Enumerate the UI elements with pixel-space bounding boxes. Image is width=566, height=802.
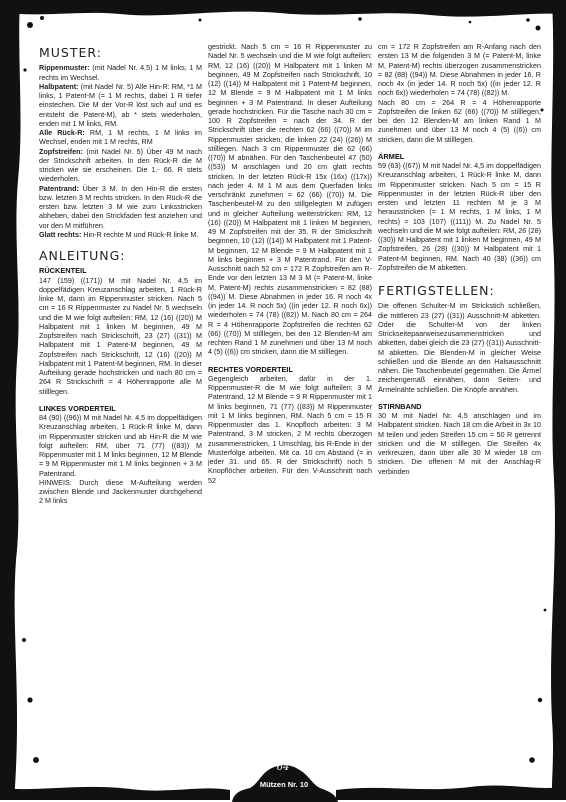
page-number: 64 xyxy=(276,762,290,773)
muster-glatt xyxy=(39,230,202,239)
rueckenteil-title: RÜCKENTEIL xyxy=(39,266,87,276)
muster-heading: MUSTER: xyxy=(39,45,102,60)
linkes-vorderteil-continued: gestrickt. Nach 5 cm = 16 R Rippenmuster zu Nadel Nr. 5 wechseln und die M wie folgt aufteilen: RM, 12 (16) ((20)) M Halbpatent mit 1 linken M beginnen, 49 M Zopfstreifen nach Strickschrift, 10 (12) ((14)) M Halbpatent mit 1 Patent-M beginnen, 12 M Blende = 9 M Halbpatent mit 1 M links beginnen + 3 M Patentrand. In dieser Aufteilung gerade hochstricken. Für die Tasche nach 30 cm = 100 R Zopfstreifen = nach der 34. R der Strickschrift über die rechten 62 (66) ((70)) M im Rippenmuster stricken, die linken 22 (24) ((26)) M stilllegen. Nach 3 cm Rippenmuster die 62 (66) ((70)) M abnähen. Für den Taschenbeutel 47 (50) ((53)) M anschlagen und 20 cm glatt rechts stricken. In der letzten Rück-R 15x (16x) ((17x)) nach jeder 4. M 1 M aus dem Querfaden links verschränkt zunehmen = 62 (66) ((70)) M. Die Taschenbeutel-M zu den stillgelegten M zufügen und in gleicher Aufteilung weiterstricken: RM, 12 (16) ((20)) M Halbpatent mit 1 linken M beginnen, 49 M Zopfstreifen mit der 35. R der Strickschrift beginnen, 10 (12) ((14)) M Halbpatent mit 1 Patent-M beginnen, 12 M Blende = 9 M Halbpatent mit 1 M links beginnen + 3 M Patentrand. Für den V-Ausschnitt nach 52 cm = 172 R Zopfstreifen am R-Ende vor den letzten 13 M 3 M (= Patent-M, linke M, Patent-M) rechts zusammenstricken = 82 (88) ((94)) M. Diese Abnahmen in jeder 16. R noch 4x (in jeder 14. R noch 5x) ((in jeder 12. R noch 6x)) wiederholen = 74 (78) ((82)) M. Nach 80 cm = 264 R = 4 Höhenrapporte Zopfstreifen die rechten 62 (66) ((70)) M stilllegen, bei den 12 Blenden-M am rechten Rand 1 M zunehmen und über 13 M noch 4 (5) ((6)) cm stricken, dann die M stilllegen. xyxy=(208,42,372,357)
column-1 xyxy=(39,40,202,506)
aermel-text: 59 (63) ((67)) M mit Nadel Nr. 4,5 im doppelfädigen Kreuzanschlag arbeiten, 1 Rück-R linke M, dann im Rippenmuster stricken. Nach 5 cm = 15 R Rippenmuster in der letzten Rück-R über den ersten und letzten 11 rechten M je 3 M herausstricken (= 1 M rechts, 1 M links, 1 M rechts) = 103 (107) ((111)) M. Zu Nadel Nr. 5 wechseln und die M wie folgt aufteilen: RM, 26 (28) ((30)) M Halbpatent mit 1 linken M beginnen, 49 M Zopfstreifen, 26 (28) ((30)) M Halbpatent mit 1 Patent-M beginnen, RM. Nach 40 (38) ((36)) cm Zopfstreifen die M abketten. xyxy=(378,161,541,272)
rechtes-vorderteil-continued: cm = 172 R Zopfstreifen am R-Anfang nach den ersten 13 M die folgenden 3 M (= Patent-M, linke M, Patent-M) rechts überzogen zusammenstricken = 82 (88) ((94)) M. Diese Abnahmen in jeder 16. R noch 4x (in jeder 14. R noch 5x) ((in jeder 12. R noch 6x)) wiederholen = 74 (78) ((82)) M. xyxy=(378,42,541,98)
magazine-name: Mützen Nr. 10 xyxy=(259,780,309,789)
muster-halbpatent xyxy=(39,82,202,128)
linkes-vorderteil-text: 84 (90) ((96)) M mit Nadel Nr. 4,5 im doppelfädigen Kreuzanschlag arbeiten, 1 Rück-R linke M, dann im Rippenmuster stricken und ab Hin-R die M wie folgt aufteilen: RM, über 71 (77) ((83)) M Rippenmuster mit 1 M links beginnen, 12 M Blende = 9 M Rippenmuster mit 1 M links beginnen + 3 M Patentrand. xyxy=(39,413,202,478)
label: Rippenmuster: xyxy=(39,63,90,73)
column-3 xyxy=(378,42,541,476)
label: Glatt rechts: xyxy=(39,229,82,239)
label: Patentrand: xyxy=(39,183,79,193)
text: (mit Nadel Nr. 5) Alle Hin-R: RM, *1 M links, 1 Patent-M (= 1 M rechts, dabei 1 R tiefer einstechen. Die M der Vor-R löst sich auf und es entsteht die Patent-M), ab * stets wiederholen, enden mit 1 M links, RM. xyxy=(39,81,202,128)
muster-patentrand xyxy=(39,184,202,230)
muster-alle-rueck xyxy=(39,128,202,147)
label: Zopfstreifen: xyxy=(39,146,83,156)
anleitung-heading: ANLEITUNG: xyxy=(39,248,126,263)
text: RM, 1 M rechts, 1 M links im Wechsel, enden mit 1 M rechts, RM xyxy=(39,128,203,147)
rueckenteil-text: 147 (159) ((171)) M mit Nadel Nr. 4,5 im doppelfädigen Kreuzanschlag arbeiten, 1 Rück-R linke M, dann im Rippenmuster stricken. Nach 5 cm = 16 R Rippenmuster zu Nadel Nr. 5 wechseln und die M wie folgt aufteilen: RM, 12 (16) ((20)) M Halbpatent mit 1 linken M beginnen, 49 M Zopfstreifen nach Strickschrift, 23 (27) ((31)) M Halbpatent mit 1 Patent-M beginnen, 49 M Zopfstreifen nach Strickschrift, 12 (16) ((20)) M Halbpatent mit 1 Patent-M beginnen, RM. In dieser Aufteilung gerade hochstricken und nach 80 cm = 264 R Strickschrift = 4 Höhenrapporte alle M stilllegen. xyxy=(39,275,202,396)
text: (mit Nadel Nr. 4,5) 1 M links, 1 M rechts im Wechsel. xyxy=(39,63,202,82)
rechtes-vorderteil-title: RECHTES VORDERTEIL xyxy=(208,364,293,374)
muster-zopf xyxy=(39,147,202,184)
stirnband-text: 30 M mit Nadel Nr. 4,5 anschlagen und im Halbpatent stricken. Nach 18 cm die Arbeit in 3x 10 M teilen und jeden Streifen 15 cm = 50 R getrennt stricken und die M stilllegen. Die Streifen 4x verkreuzen, dann über alle 30 M wieder 18 cm stricken. Die offenen M mit der Anschlag-R verbinden xyxy=(378,411,542,476)
text: (mit Nadel Nr. 5) Über 49 M nach der Strickschrift arbeiten. In den Rück-R die M stricken wie sie erscheinen. Die 1.- 66. R stets wiederholen. xyxy=(39,146,202,184)
fertigstellen-text: Die offenen Schulter-M im Strickstich schließen, die mittleren 23 (27) ((31)) Ausschnitt-M abketten. Oder die Schulter-M von der linken Strickseitepaarweisezusammenstricken und abketten, dabei gleich die 23 (27) ((31)) Ausschnitt-M abketten. Die Blenden-M in gleicher Weise schließen und die Blende an den Halsausschnitt nähen. Die Taschenbeutel gegennähen. Die Ärmel zeichengemäß einnähen, dann Seiten- und Ärmelnähte schließen. Die Knöpfe annähen. xyxy=(378,301,542,394)
label: Alle Rück-R: xyxy=(39,128,85,137)
rechtes-vorderteil-end: Nach 80 cm = 264 R = 4 Höhenrapporte Zopfstreifen die linken 62 (66) ((70)) M stilllegen, bei den 12 Blenden-M am linken Rand 1 M zunehmen und über 13 M noch 4 (5) ((6)) cm stricken, dann die M stilllegen. xyxy=(378,97,541,144)
aermel-title: ÄRMEL xyxy=(378,151,405,161)
rechtes-vorderteil-text: Gegengleich arbeiten, dafür in der 1. Rippenmuster-R die M wie folgt aufteilen: 3 M Patentrand, 12 M Blende = 9 R Rippenmuster mit 1 M links beginnen, 71 (77) ((83)) M Rippenmuster mit 1 M links beginnen, RM. Nach 5 cm = 15 R Rippenmuster das 1. Knopfloch arbeiten: 3 M Patentrand, 3 M stricken, 2 M rechts überzogen zusammenstricken, 1 Umschlag, bis R-Ende in der Musterfolge arbeiten. Mit ca. 10 cm Abstand (= in jeder 31. und 65. R der Strickschrift) noch 5 Knopflöcher arbeiten. Für den V-Ausschnitt nach 52 xyxy=(208,373,372,485)
fertigstellen-heading: FERTIGSTELLEN: xyxy=(378,283,495,298)
stirnband-title: STIRNBAND xyxy=(378,401,422,411)
column-2 xyxy=(208,42,372,485)
hinweis-text: HINWEIS: Durch diese M-Aufteilung werden zwischen Blende und Jackenmuster durchgehend 2 M links xyxy=(39,477,202,506)
muster-rippen xyxy=(39,63,202,82)
linkes-vorderteil-title: LINKES VORDERTEIL xyxy=(39,403,116,413)
label: Halbpatent: xyxy=(39,81,79,91)
text: Über 3 M. In den Hin-R die ersten bzw. letzten 3 M rechts stricken. In den Rück-R die ersten bzw. letzten 3 M wie zum Linksstricken abheben, dabei den Strickfaden fest anziehen und vor den M mitführen. xyxy=(39,183,202,230)
text: Hin-R rechte M und Rück-R linke M. xyxy=(83,229,199,239)
